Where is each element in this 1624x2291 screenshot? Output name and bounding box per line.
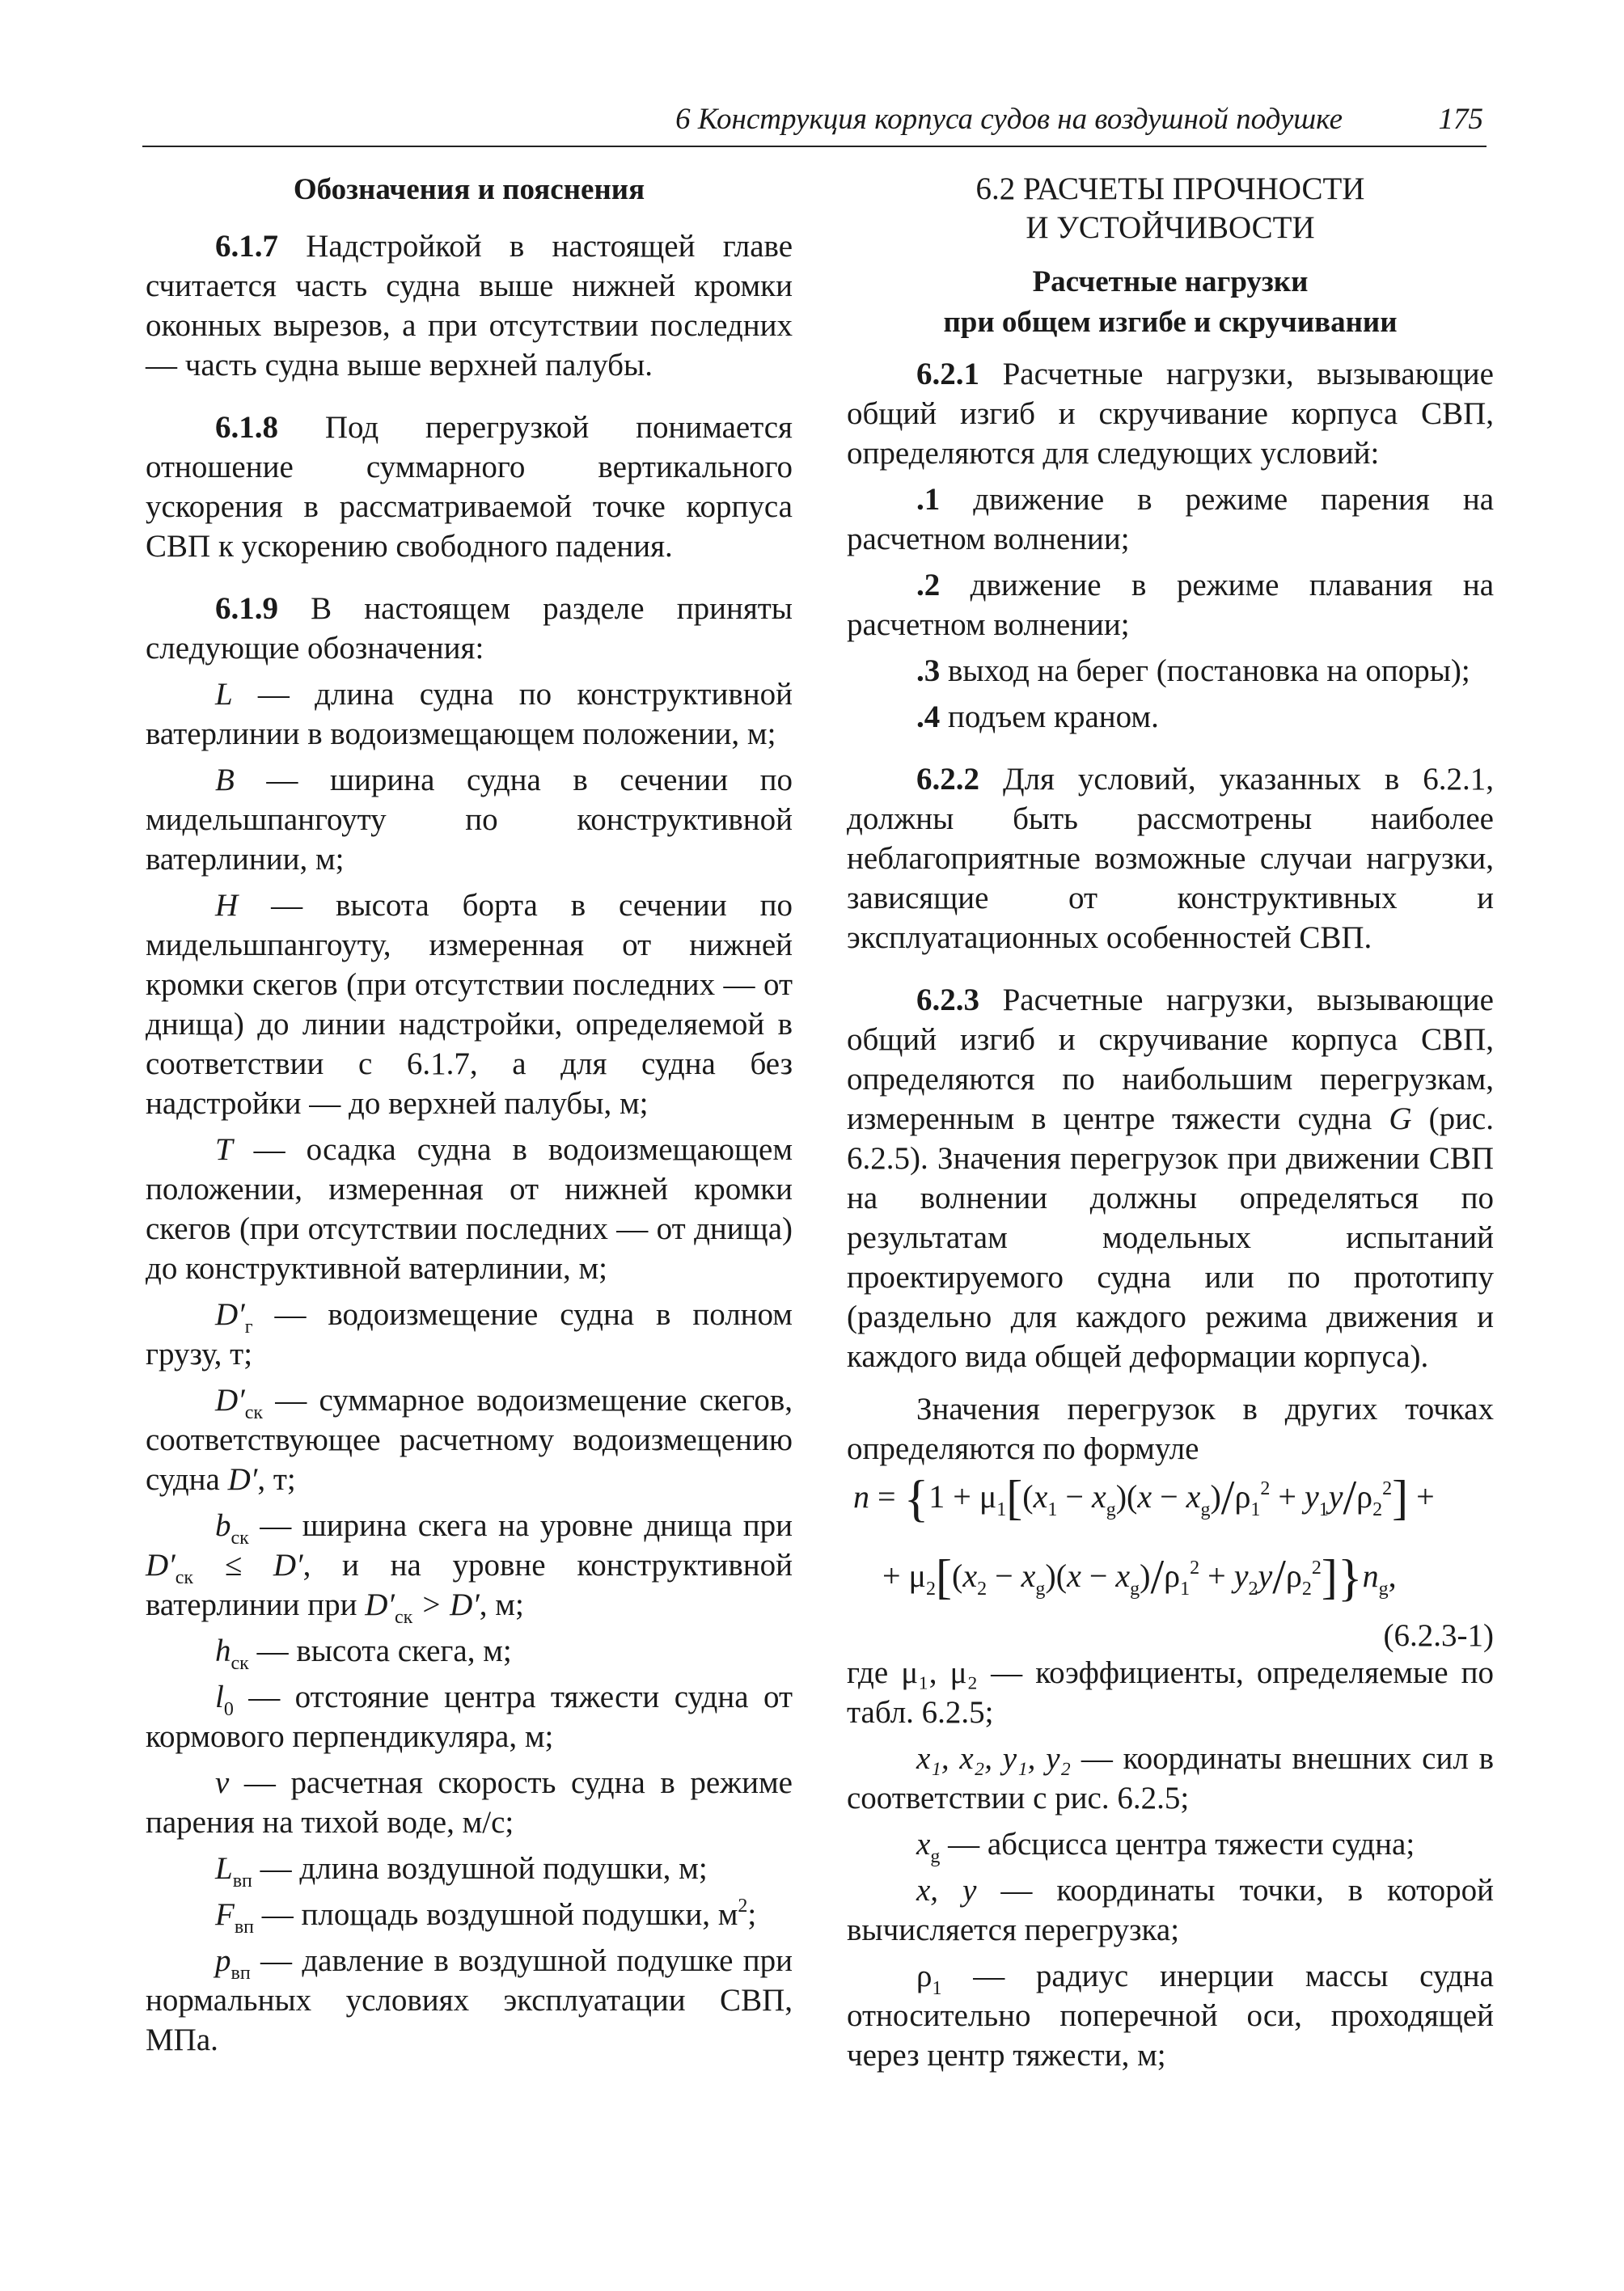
- para-number: 6.2.2: [916, 762, 979, 797]
- definition: — абсцисса центра тяжести судна;: [940, 1827, 1415, 1862]
- definition: — давление в воздушной подушке при нормальных условиях эксплуатации СВП, МПа.: [146, 1943, 793, 2057]
- where-rho: [847, 1956, 1494, 2075]
- definition-tail: , м;: [479, 1587, 524, 1622]
- right-column: [847, 170, 1494, 2075]
- list-text: выход на берег (постановка на опоры);: [948, 653, 1470, 688]
- superscript: 2: [738, 1896, 748, 1917]
- para-6-1-8: [146, 408, 793, 566]
- def-H: [146, 886, 793, 1123]
- symbol: p: [215, 1943, 231, 1978]
- def-T: [146, 1130, 793, 1288]
- para-text: Для условий, указанных в 6.2.1, должны быть рассмотрены наиболее неблагоприятные возможные случаи нагрузки, зависящие от конструктивных и эксплуатационных особенностей СВП.: [847, 762, 1494, 955]
- symbol: x₁, x₂, y₁, y₂: [916, 1741, 1072, 1776]
- symbol: ≤ D′: [193, 1548, 303, 1583]
- subscript: 0: [223, 1699, 234, 1720]
- subsection-heading: [847, 262, 1494, 343]
- para-6-2-1: [847, 354, 1494, 473]
- definition: — длина судна по конструктивной ватерлинии в водоизмещающем положении, м;: [146, 677, 793, 751]
- def-Dg: [146, 1295, 793, 1374]
- left-column: [146, 170, 793, 2060]
- symbol: D′: [365, 1587, 395, 1622]
- para-6-1-9: [146, 589, 793, 668]
- para-text: (рис. 6.2.5). Значения перегрузок при движении СВП на волнении должны определяться по результатам модельных испытаний проектируемого судна или по прототипу (раздельно для каждого режима движения и каждого вида общей деформации корпуса).: [847, 1101, 1494, 1374]
- symbol: L: [215, 677, 233, 712]
- para-number: 6.2.1: [916, 357, 979, 391]
- symbol: D′: [215, 1383, 245, 1418]
- list-text: движение в режиме парения на расчетном волнении;: [847, 482, 1495, 556]
- definition: — водоизмещение судна в полном грузу, т;: [146, 1297, 793, 1372]
- section-heading-notation: Обозначения и пояснения: [293, 173, 645, 206]
- subscript: вп: [230, 1963, 251, 1984]
- para-number: 6.1.9: [215, 591, 278, 626]
- where-xg: [847, 1824, 1494, 1867]
- para-text: Под перегрузкой понимается отношение суммарного вертикального ускорения в рассматриваемой точке корпуса СВП к ускорению свободного падения.: [146, 410, 793, 564]
- list-item-1: [847, 480, 1494, 559]
- symbol: D′: [146, 1548, 176, 1583]
- definition: — расчетная скорость судна в режиме парения на тихой воде, м/с;: [146, 1765, 793, 1840]
- para-number: 6.2.3: [916, 983, 979, 1017]
- definition: — ширина скега на уровне днища при: [248, 1508, 793, 1543]
- def-Lvp: [146, 1849, 793, 1892]
- list-number: .2: [916, 568, 941, 602]
- section-title-line: 6.2 РАСЧЕТЫ ПРОЧНОСТИ: [975, 171, 1365, 206]
- symbol: h: [215, 1634, 231, 1668]
- subsection-heading-line: Расчетные нагрузки: [1032, 265, 1309, 298]
- subscript: ск: [394, 1607, 413, 1628]
- para-text: Расчетные нагрузки, вызывающие общий изгиб и скручивание корпуса СВП, определяются по наибольшим перегрузкам, измеренным в центре тяжести судна: [847, 983, 1494, 1136]
- symbol: D′: [227, 1462, 258, 1497]
- formula-line-2: + $\mu_2[(x_2 - x_g)(x - x_g)/\rho_1^2 + y_2y/\rho_2^2]\}n_g$,: [882, 1549, 1397, 1606]
- list-number: .1: [916, 482, 941, 517]
- section-title-line: И УСТОЙЧИВОСТИ: [1026, 210, 1315, 245]
- subscript: 1: [932, 1978, 942, 1999]
- para-other-points: Значения перегрузок в других точках определяются по формуле: [847, 1392, 1494, 1466]
- list-number: .4: [916, 700, 941, 734]
- symbol: L: [215, 1851, 233, 1886]
- subscript: ск: [244, 1402, 264, 1423]
- para-number: 6.1.7: [215, 229, 278, 264]
- def-B: [146, 760, 793, 879]
- definition: — координаты точки, в которой вычисляется перегрузка;: [847, 1873, 1494, 1947]
- def-v: [146, 1763, 793, 1842]
- def-l0: [146, 1677, 793, 1756]
- symbol: b: [215, 1508, 231, 1543]
- definition: — суммарное водоизмещение скегов, соответствующее расчетному водоизмещению судна: [146, 1383, 793, 1497]
- list-text: движение в режиме плавания на расчетном волнении;: [847, 568, 1495, 642]
- running-header: [142, 99, 1487, 147]
- symbol: D′: [215, 1297, 245, 1332]
- formula-number: (6.2.3-1): [1383, 1618, 1494, 1653]
- symbol: F: [215, 1897, 235, 1932]
- list-item-3: [847, 651, 1494, 691]
- where-mu: где μ₁, μ₂ — коэффициенты, определяемые по табл. 6.2.5;: [847, 1655, 1494, 1730]
- para-6-2-3: [847, 980, 1494, 1376]
- page-number: 175: [1438, 103, 1483, 136]
- subscript: ск: [230, 1528, 249, 1549]
- definition: , и на уровне конструктивной ватерлинии при: [146, 1548, 793, 1622]
- para-number: 6.1.8: [215, 410, 278, 445]
- definition-tail: ;: [747, 1897, 757, 1932]
- section-title: [847, 170, 1494, 247]
- para-6-1-7: [146, 226, 793, 385]
- def-bsk: [146, 1506, 793, 1628]
- symbol: x: [916, 1827, 931, 1862]
- definition: — ширина судна в сечении по мидельшпангоуту по конструктивной ватерлинии, м;: [146, 763, 793, 877]
- list-item-4: [847, 697, 1494, 737]
- def-Dsk: [146, 1380, 793, 1499]
- definition-tail: , т;: [257, 1462, 296, 1497]
- running-title: 6 Конструкция корпуса судов на воздушной подушке: [675, 103, 1343, 136]
- symbol: l: [215, 1680, 224, 1714]
- where-xy: [847, 1870, 1494, 1950]
- where-coords: [847, 1739, 1494, 1818]
- list-text: подъем краном.: [948, 700, 1159, 734]
- formula-line-1: $n = \{1 + \mu_1[(x_1 - x_g)(x - x_g)/\rho_1^2 + y_1y/\rho_2^2]$ +: [853, 1469, 1435, 1527]
- symbol: G: [1389, 1101, 1412, 1136]
- list-number: .3: [916, 653, 941, 688]
- para-text: Надстройкой в настоящей главе считается часть судна выше нижней кромки оконных вырезов, а при отсутствии последних — часть судна выше верхней палубы.: [146, 229, 793, 383]
- para-6-2-2: [847, 759, 1494, 957]
- subscript: ск: [175, 1567, 194, 1588]
- list-item-2: [847, 565, 1494, 645]
- subscript: г: [244, 1317, 253, 1338]
- symbol: x, y: [916, 1873, 977, 1908]
- symbol: T: [215, 1132, 233, 1167]
- definition: — площадь воздушной подушки, м: [254, 1897, 738, 1932]
- symbol: > D′: [412, 1587, 480, 1622]
- symbol: H: [215, 888, 239, 923]
- definition: — координаты внешних сил в соответствии с рис. 6.2.5;: [847, 1741, 1494, 1815]
- definition: — радиус инерции массы судна относительно поперечной оси, проходящей через центр тяжести, м;: [847, 1959, 1494, 2073]
- subscript: g: [930, 1846, 941, 1867]
- subscript: вп: [234, 1917, 255, 1938]
- definition: — осадка судна в водоизмещающем положении, измеренная от нижней кромки скегов (при отсутствии последних — от днища) до конструктивной ватерлинии, м;: [146, 1132, 793, 1286]
- para-text: В настоящем разделе приняты следующие обозначения:: [146, 591, 793, 666]
- symbol: ρ: [916, 1959, 933, 1993]
- definition: — длина воздушной подушки, м;: [252, 1851, 708, 1886]
- formula-6-2-3-1: [847, 1469, 1494, 1653]
- definition: — отстояние центра тяжести судна от кормового перпендикуляра, м;: [146, 1680, 793, 1754]
- subscript: вп: [232, 1870, 252, 1892]
- def-Fvp: [146, 1895, 793, 1938]
- definition: — высота скега, м;: [248, 1634, 512, 1668]
- def-hsk: [146, 1631, 793, 1674]
- def-L: [146, 674, 793, 754]
- symbol: B: [215, 763, 235, 797]
- definition: — высота борта в сечении по мидельшпангоуту, измеренная от нижней кромки скегов (при отсутствии последних — от днища) до линии надстройки, определяемой в соответствии с 6.1.7, а для судна без надстройки — до верхней палубы, м;: [146, 888, 793, 1121]
- subscript: ск: [230, 1653, 249, 1674]
- subsection-heading-line: при общем изгибе и скручивании: [943, 306, 1398, 339]
- symbol: v: [215, 1765, 230, 1800]
- para-text: Расчетные нагрузки, вызывающие общий изгиб и скручивание корпуса СВП, определяются для следующих условий:: [847, 357, 1494, 471]
- def-pvp: [146, 1941, 793, 2060]
